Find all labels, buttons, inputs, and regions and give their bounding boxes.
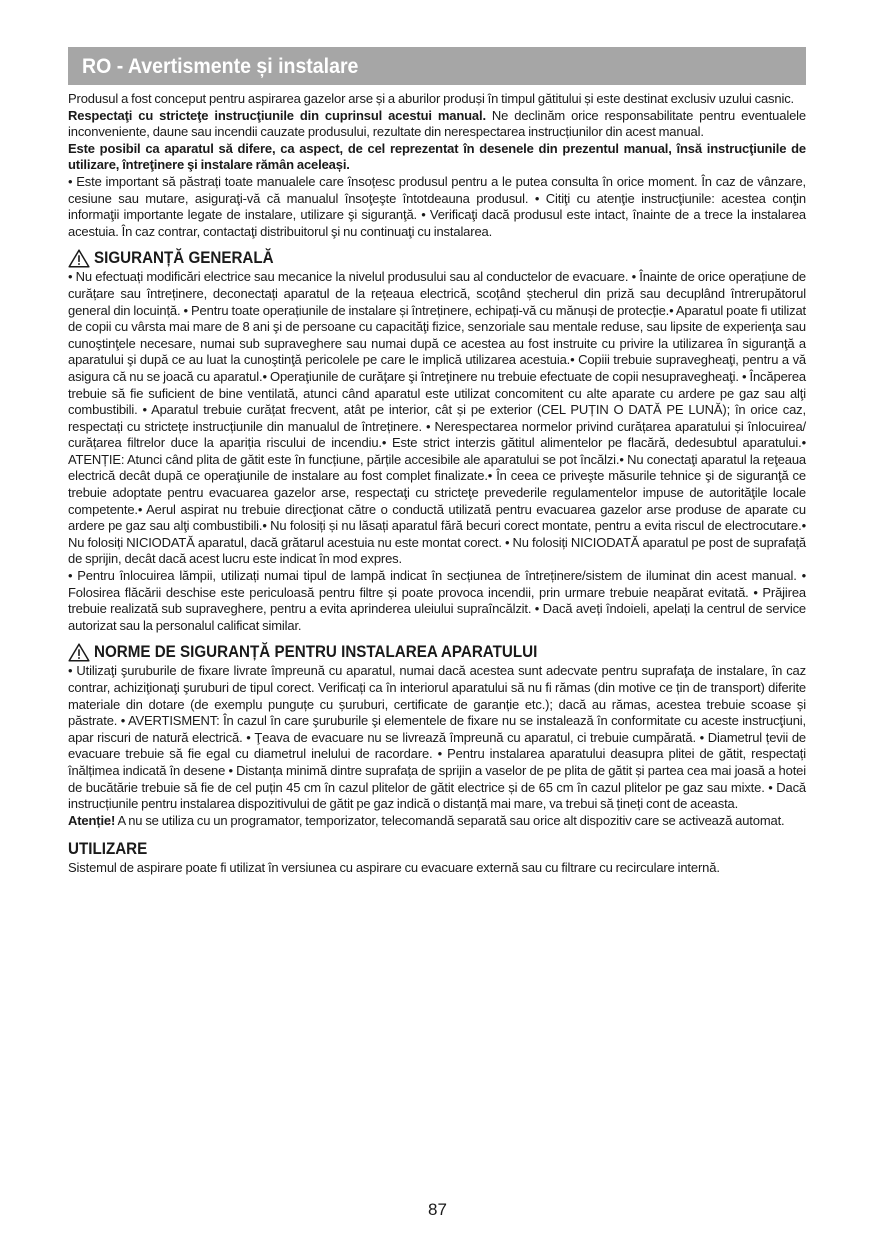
- general-safety-paragraph-2: • Pentru înlocuirea lămpii, utilizați numai tipul de lampă indicat în secțiunea de întreținere/sistem de iluminat din acest manual. • Folosirea flăcării deschise este periculoasă pentru filtre și poate provoca incendii, prin urmare trebuie neapărat evitată. • Prăjirea trebuie realizată sub supraveghere, pentru a evita aprinderea uleiului supraîncălzit. • Dacă aveți îndoieli, apelați la centrul de service autorizat sau la personalul calificat similar.: [68, 568, 806, 633]
- installation-safety-heading: [68, 642, 806, 662]
- usage-paragraph: Sistemul de aspirare poate fi utilizat în versiunea cu aspirare cu evacuare externă sau cu filtrare cu recirculare internă.: [68, 860, 720, 876]
- document-page: [68, 47, 806, 877]
- page-number: 87: [428, 1200, 447, 1219]
- intro-paragraph-3: [68, 141, 806, 174]
- attention-text: A nu se utiliza cu un programator, temporizator, telecomandă separată sau orice alt dispozitiv care se activează automat.: [115, 812, 785, 828]
- attention-label: Atenție!: [68, 812, 116, 828]
- usage-heading: [68, 839, 806, 859]
- intro-paragraph-2: [68, 108, 806, 141]
- general-safety-title: SIGURANȚĂ GENERALĂ: [94, 249, 274, 268]
- intro-paragraph-3-bold: Este posibil ca aparatul să difere, ca aspect, de cel reprezentat în desenele din prezentul manual, însă instrucţiunile de utilizare, întreţinere şi instalare rămân aceleași.: [68, 140, 806, 173]
- warning-triangle-icon: [68, 249, 90, 268]
- installation-safety-paragraph-2: [68, 813, 806, 830]
- intro-paragraph-2-text: Ne declinăm orice responsabilitate pentru eventualele inconveniente, daune sau incendii cauzate produsului, rezultate din nerespectarea instrucțiunilor din acest manual.: [68, 107, 806, 140]
- intro-paragraph-1: Produsul a fost conceput pentru aspirarea gazelor arse și a aburilor produși în timpul gătitului și este destinat exclusiv uzului casnic.: [68, 91, 795, 106]
- general-safety-paragraph-1: • Nu efectuați modificări electrice sau mecanice la nivelul produsului sau al conductelor de evacuare. • Înainte de orice operațiune de curățare sau întreținere, deconectați aparatul de la rețeaua electrică, scoțând ștecherul din priză sau decuplând întrerupătorul general din locuință. • Pentru toate operațiunile de instalare și întreținere, echipați-vă cu mănuși de protecție.• Aparatul poate fi utilizat de copii cu vârsta mai mare de 8 ani şi de persoane cu capacităţi fizice, senzoriale sau mentale reduse, sau lipsite de experienţa sau cunoştinţele necesare, numai sub supraveghere sau numai după ce acestea au fost instruite cu privire la utilizarea în siguranţă a aparatului şi după ce au luat la cunoştinţă pericolele pe care le implică utilizarea acestuia.• Copiii trebuie supravegheaţi, pentru a vă asigura că nu se joacă cu aparatul.• Operaţiunile de curăţare şi întreţinere nu trebuie efectuate de copii nesupravegheaţi. • Încăperea trebuie să fie suficient de bine ventilată, atunci când aparatul este utilizat concomitent cu alte aparate cu ardere pe gaz sau alţi combustibili. • Aparatul trebuie curățat frecvent, atât pe interior, cât și pe exterior (CEL PUȚIN O DATĂ PE LUNĂ); în orice caz, respectați cu strictețe instrucțiunile din manualul de întreținere. • Nerespectarea normelor privind curățarea aparatului și înlocuirea/ curățarea filtrelor duce la apariția riscului de incendiu.• Este strict interzis gătitul alimentelor pe flacără, dedesubtul aparatului.• ATENȚIE: Atunci când plita de gătit este în funcțiune, părțile accesibile ale aparatului se pot încălzi.• Nu conectaţi aparatul la reţeaua electrică decât după ce operaţiunile de instalare au fost complet finalizate.• În ceea ce priveşte măsurile tehnice şi de siguranţă ce trebuie adoptate pentru evacuarea gazelor arse, respectaţi cu stricteţe prevederile regulamentelor impuse de autorităţile locale competente.• Aerul aspirat nu trebuie direcţionat către o conductă utilizată pentru evacuarea gazelor arse produse de aparate cu ardere pe gaz sau alţi combustibili.• Nu folosiți și nu lăsați aparatul fără becuri corect montate, pentru a evita riscul de electrocutare.• Nu folosiți NICIODATĂ aparatul, dacă grătarul acestuia nu este montat corect. • Nu folosiți NICIODATĂ aparatul pe post de suprafață de sprijin, decât dacă acest lucru este indicat în mod expres.: [68, 269, 806, 567]
- warning-triangle-icon: [68, 643, 90, 662]
- installation-safety-title: NORME DE SIGURANȚĂ PENTRU INSTALAREA APARATULUI: [94, 643, 538, 662]
- header-banner: [68, 47, 806, 85]
- intro-paragraph-4: • Este important să păstrați toate manualele care însoțesc produsul pentru a le putea consulta în orice moment. În caz de vânzare, cesiune sau mutare, asiguraţi-vă că manualul însoţeşte întotdeauna produsul. • Citiţi cu atenţie instrucţiunile: acestea conţin informaţii importante legate de instalare, utilizare şi siguranţă. • Verificaţi dacă produsul este intact, înainte de a trece la instalarea acestuia. În caz contrar, contactaţi distribuitorul şi nu continuaţi cu instalarea.: [68, 173, 806, 239]
- installation-safety-paragraph-1: • Utilizaţi şuruburile de fixare livrate împreună cu aparatul, numai dacă acestea sunt adecvate pentru suprafaţa de instalare, în caz contrar, achiziţionaţi şuruburi de tipul corect. Verificați ca în interiorul aparatului să nu fi rămas (din motive ce țin de transport) diferite materiale din dotare (de exemplu punguțe cu șuruburi, certificate de garanție etc.); dacă au rămas, acestea trebuie scoase și păstrate. • AVERTISMENT: În cazul în care şuruburile şi elementele de fixare nu se instalează în conformitate cu aceste instrucţiuni, apar riscuri de natură electrică. • Ţeava de evacuare nu se livrează împreună cu aparatul, ci trebuie cumpărată. • Diametrul țevii de evacuare trebuie să fie egal cu diametrul inelului de racordare. • Pentru instalarea aparatului deasupra plitei de gătit, respectați înălțimea indicată în desene • Distanța minimă dintre suprafața de sprijin a vaselor de pe plita de gătit și partea cea mai joasă a hotei de bucătărie trebuie să fie de cel puțin 45 cm în cazul plitelor de gătit electrice și de 65 cm în cazul plitelor pe gaz sau mixte. • Dacă instrucțiunile pentru instalarea dispozitivului de gătit pe gaz indică o distanță mai mare, va trebui să țineți cont de aceasta.: [68, 663, 806, 812]
- general-safety-heading: [68, 248, 806, 268]
- intro-paragraph-2-bold: Respectaţi cu stricteţe instrucţiunile din cuprinsul acestui manual.: [68, 107, 486, 123]
- page-title: RO - Avertismente și instalare: [82, 55, 359, 78]
- usage-title: UTILIZARE: [68, 840, 148, 859]
